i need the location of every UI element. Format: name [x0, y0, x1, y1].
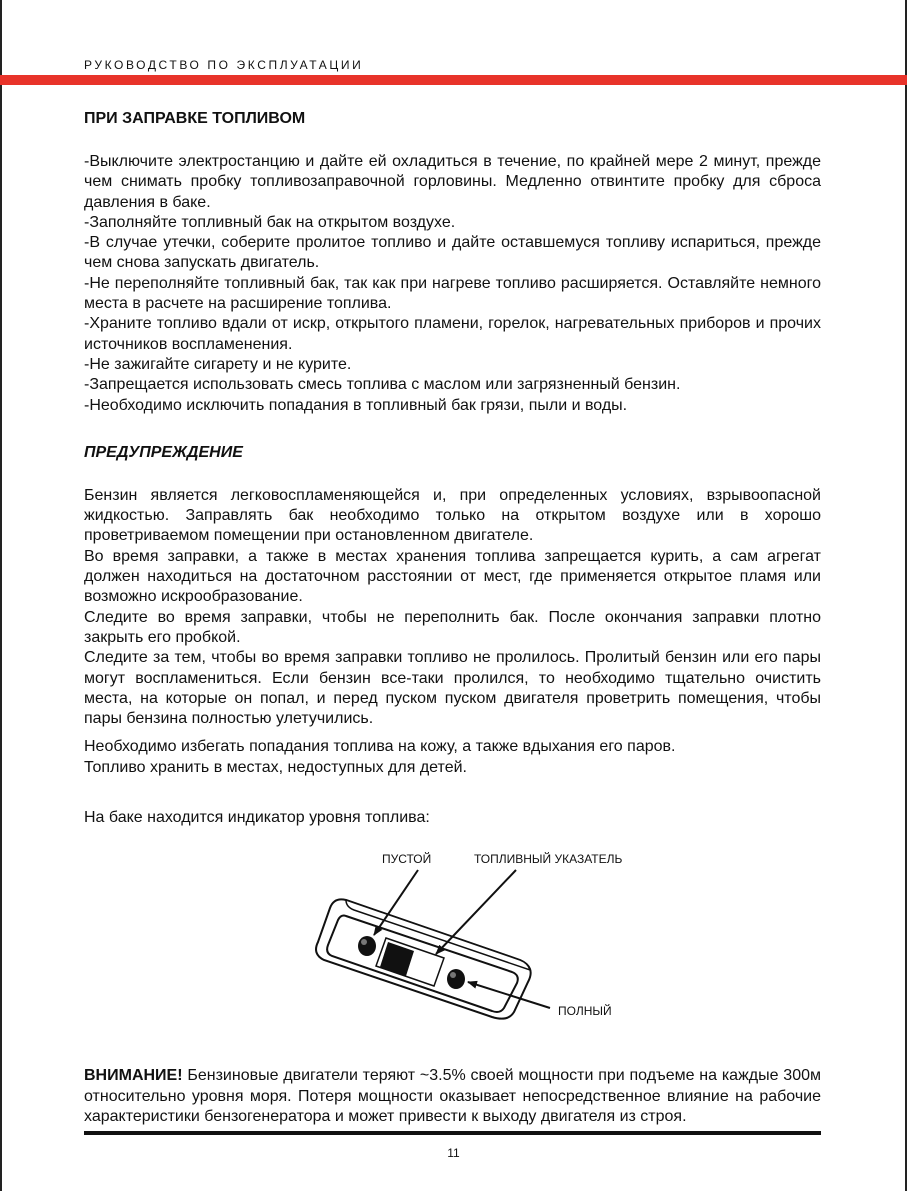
warning-paragraph: Следите во время заправки, чтобы не переполнить бак. После окончания заправки плотно закрыть его пробкой.	[84, 608, 821, 646]
page-border-left	[0, 0, 2, 1191]
fuel-indicator-drawing	[84, 842, 821, 1050]
warning-paragraph: Необходимо избегать попадания топлива на кожу, а также вдыхания его паров.	[84, 738, 676, 756]
attention-label: ВНИМАНИЕ!	[84, 1067, 183, 1085]
footer-rule	[84, 1131, 821, 1135]
arrow-fuel-gauge	[436, 870, 516, 954]
refuel-instruction: -Заполняйте топливный бак на открытом воздухе.	[84, 213, 456, 231]
page-number: 11	[447, 1146, 460, 1160]
altitude-warning	[84, 1066, 821, 1127]
warning-paragraph: Во время заправки, а также в местах хранения топлива запрещается курить, а сам агрегат должен находиться на достаточном расстоянии от мест, где применяется открытое пламя или возможно искрообразование.	[84, 547, 821, 606]
refuel-instruction: -Выключите электростанцию и дайте ей охладиться в течение, по крайней мере 2 минут, прежде чем снимать пробку топливозаправочной горловины. Медленно отвинтите пробку для сброса давления в баке.	[84, 153, 821, 211]
attention-text: Бензиновые двигатели теряют ~3.5% своей мощности при подъеме на каждые 300м относительно уровня моря. Потеря мощности оказывает непосредственное влияние на рабочие характеристики бензогенератора и может привести к выходу двигателя из строя.	[84, 1067, 821, 1125]
section-title-refueling: ПРИ ЗАПРАВКЕ ТОПЛИВОМ	[84, 110, 306, 127]
label-empty: ПУСТОЙ	[382, 852, 432, 867]
section-title-warning: ПРЕДУПРЕЖДЕНИЕ	[84, 443, 243, 461]
page-content	[84, 110, 821, 1127]
running-header: РУКОВОДСТВО ПО ЭКСПЛУАТАЦИИ	[84, 58, 364, 72]
refuel-instruction: -Храните топливо вдали от искр, открытого пламени, горелок, нагревательных приборов и прочих источников воспламенения.	[84, 315, 821, 353]
fuel-indicator-figure	[84, 842, 821, 1050]
label-fuel-gauge: ТОПЛИВНЫЙ УКАЗАТЕЛЬ	[474, 852, 623, 867]
warning-paragraph: Бензин является легковоспламеняющейся и, при определенных условиях, взрывоопасной жидкостью. Заправлять бак необходимо только на открытом воздухе или в хорошо проветриваемом помещении при остановленном двигателе.	[84, 486, 821, 545]
indicator-intro: На баке находится индикатор уровня топлива:	[84, 809, 430, 827]
header-red-bar	[0, 75, 907, 85]
full-indicator-dot	[447, 969, 465, 989]
empty-indicator-dot	[358, 936, 376, 956]
full-dot-highlight	[450, 972, 456, 978]
warning-paragraph: Следите за тем, чтобы во время заправки топливо не пролилось. Пролитый бензин или его пары могут воспламениться. Если бензин все-таки пролился, то необходимо тщательно очистить места, на которые он попал, и перед пуском пуском двигателя проветрить помещения, чтобы пары бензина полностью улетучились.	[84, 649, 821, 728]
refuel-instruction: -В случае утечки, соберите пролитое топливо и дайте оставшемуся топливу испариться, прежде чем снова запускать двигатель.	[84, 234, 821, 272]
refuel-instruction: -Не переполняйте топливный бак, так как при нагреве топливо расширяется. Оставляйте немного места в расчете на расширение топлива.	[84, 274, 821, 313]
empty-dot-highlight	[361, 939, 367, 945]
refuel-instruction: -Не зажигайте сигарету и не курите.	[84, 355, 352, 373]
warning-paragraph: Топливо хранить в местах, недоступных для детей.	[84, 758, 467, 776]
refuel-instruction: -Необходимо исключить попадания в топливный бак грязи, пыли и воды.	[84, 396, 628, 414]
label-full: ПОЛНЫЙ	[558, 1004, 612, 1019]
refuel-instruction: -Запрещается использовать смесь топлива с маслом или загрязненный бензин.	[84, 376, 681, 394]
